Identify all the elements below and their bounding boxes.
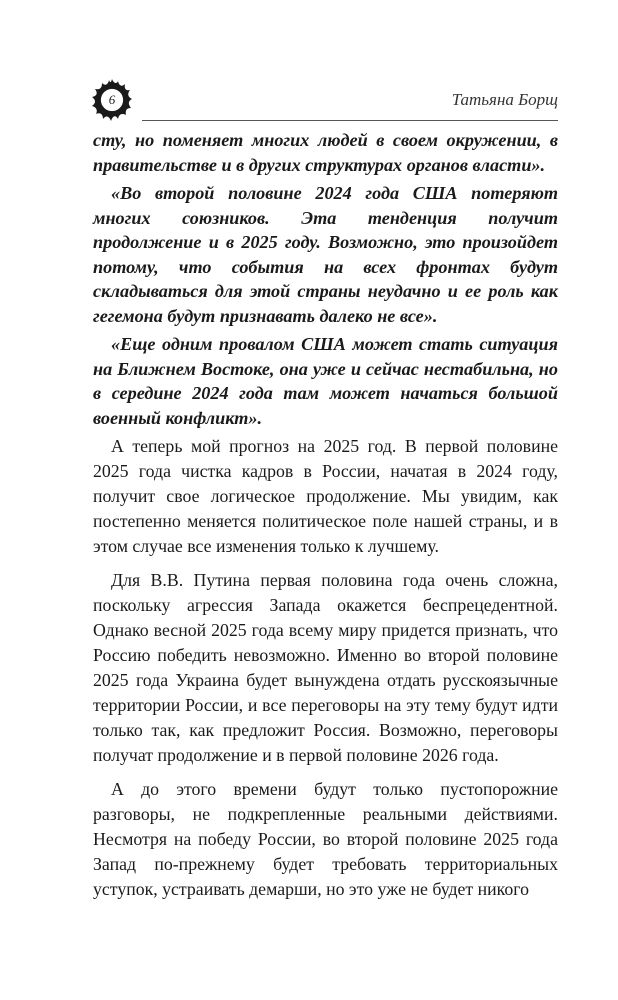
page-number: 6 xyxy=(108,92,116,107)
body-paragraph: Для В.В. Путина первая половина года очень сложна, поскольку агрессия Запада окажется беспрецедентной. Однако весной 2025 года всему миру придется признать, что Россию победить невозможно. Именно во второй половине 2025 года Украина будет вынуждена отдать русскоязычные территории России, и все переговоры на эту тему будут идти только так, как предложит Россия. Возможно, переговоры получат продолжение и в первой половине 2026 года. xyxy=(93,570,558,765)
page-body xyxy=(93,128,558,902)
quote-paragraph: «Во второй половине 2024 года США потеряют многих союзников. Эта тенденция получит продолжение и в 2025 году. Возможно, это произойдет потому, что события на всех фронтах будут складываться для этой страны неудачно и ее роль как гегемона будут признавать далеко не все». xyxy=(93,183,558,326)
page-header xyxy=(88,78,558,116)
running-head-author: Татьяна Борщ xyxy=(451,90,558,109)
quote-paragraph: «Еще одним провалом США может стать ситуация на Ближнем Востоке, она уже и сейчас нестабильна, но в середине 2024 года там может начаться большой военный конфликт». xyxy=(93,334,558,428)
quote-paragraph: сту, но поменяет многих людей в своем окружении, в правительстве и в других структурах органов власти». xyxy=(93,130,558,175)
header-rule xyxy=(142,120,558,121)
body-paragraph: А до этого времени будут только пустопорожние разговоры, не подкрепленные реальными действиями. Несмотря на победу России, во второй половине 2025 года Запад по-прежнему будет требовать территориальных уступок, устраивать демарши, но это уже не будет никого xyxy=(93,779,558,899)
body-paragraph: А теперь мой прогноз на 2025 год. В первой половине 2025 года чистка кадров в России, начатая в 2024 году, получит свое логическое продолжение. Мы увидим, как постепенно меняется политическое поле нашей страны, и в этом случае все изменения только к лучшему. xyxy=(93,436,558,556)
